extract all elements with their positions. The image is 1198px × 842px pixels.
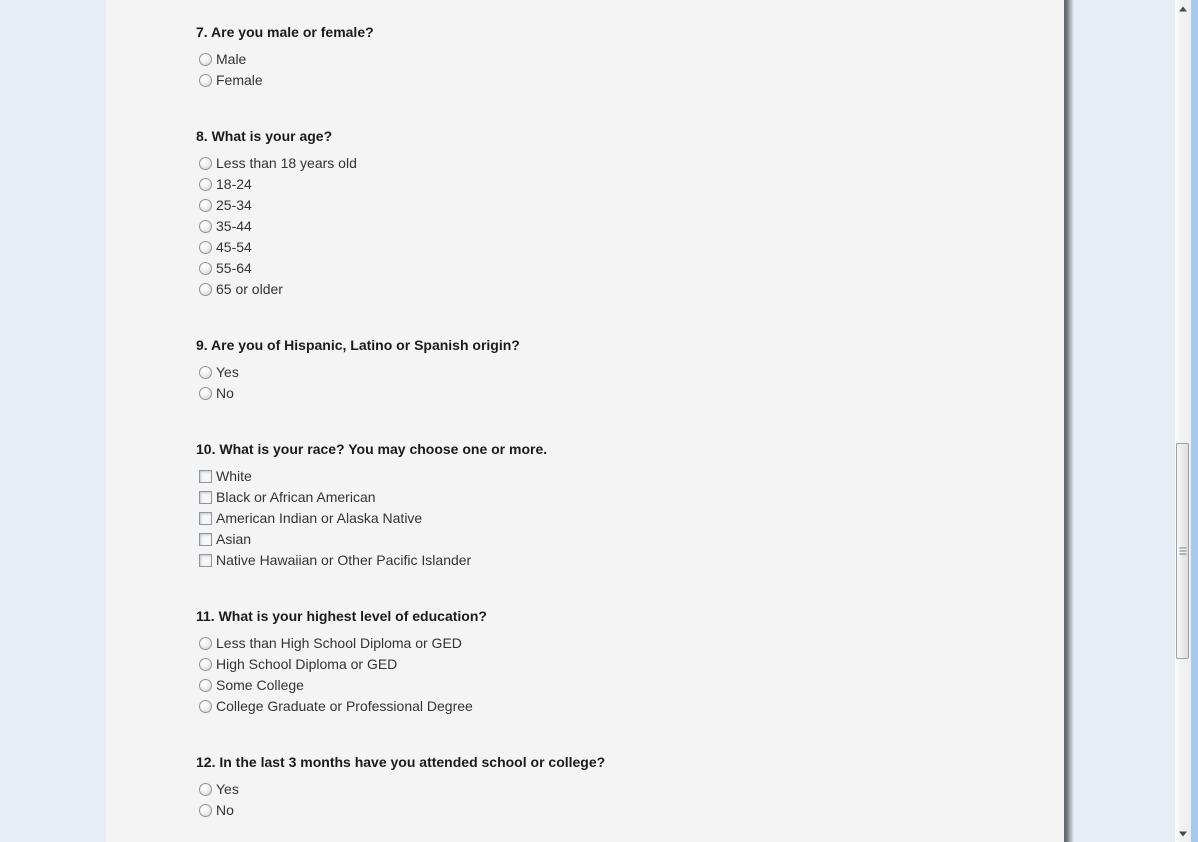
question-block-9	[196, 337, 1024, 404]
question-heading: 9. Are you of Hispanic, Latino or Spanish origin?	[196, 337, 520, 353]
vertical-scrollbar[interactable]	[1175, 0, 1191, 842]
option-row[interactable]	[199, 258, 1024, 279]
question-heading: 10. What is your race? You may choose one or more.	[196, 441, 548, 457]
option-label: 18-24	[216, 176, 252, 192]
question-block-11	[196, 608, 1024, 717]
scrollbar-grip-icon	[1179, 548, 1186, 555]
option-label: 25-34	[216, 197, 252, 213]
question-block-10	[196, 441, 1024, 571]
option-row[interactable]	[199, 633, 1024, 654]
option-label: High School Diploma or GED	[216, 656, 398, 672]
right-edge-strip	[1191, 0, 1198, 842]
question-heading: 12. In the last 3 months have you attended school or college?	[196, 754, 606, 770]
option-label: Less than 18 years old	[216, 155, 357, 171]
radio-button[interactable]	[199, 157, 212, 170]
option-row[interactable]	[199, 529, 1024, 550]
option-row[interactable]	[199, 237, 1024, 258]
option-label: 55-64	[216, 260, 252, 276]
option-row[interactable]	[199, 508, 1024, 529]
option-label: Black or African American	[216, 489, 376, 505]
option-row[interactable]	[199, 153, 1024, 174]
radio-button[interactable]	[199, 783, 212, 796]
radio-button[interactable]	[199, 53, 212, 66]
radio-button[interactable]	[199, 262, 212, 275]
option-row[interactable]	[199, 174, 1024, 195]
scrollbar-down-button[interactable]	[1175, 825, 1191, 842]
survey-content-panel	[106, 0, 1064, 842]
option-row[interactable]	[199, 49, 1024, 70]
question-block-8	[196, 128, 1024, 300]
scrollbar-up-button[interactable]	[1175, 0, 1191, 17]
option-label: 45-54	[216, 239, 252, 255]
radio-button[interactable]	[199, 241, 212, 254]
option-label: No	[216, 802, 234, 818]
option-label: Less than High School Diploma or GED	[216, 635, 462, 651]
option-row[interactable]	[199, 696, 1024, 717]
radio-button[interactable]	[199, 658, 212, 671]
checkbox[interactable]	[199, 491, 212, 504]
option-row[interactable]	[199, 487, 1024, 508]
radio-button[interactable]	[199, 679, 212, 692]
option-label: Asian	[216, 531, 252, 547]
radio-button[interactable]	[199, 199, 212, 212]
radio-button[interactable]	[199, 178, 212, 191]
option-row[interactable]	[199, 70, 1024, 91]
option-label: White	[216, 468, 252, 484]
option-row[interactable]	[199, 279, 1024, 300]
option-label: Native Hawaiian or Other Pacific Islander	[216, 552, 472, 568]
checkbox[interactable]	[199, 554, 212, 567]
option-label: Yes	[216, 364, 239, 380]
option-label: No	[216, 385, 234, 401]
option-row[interactable]	[199, 675, 1024, 696]
option-label: 35-44	[216, 218, 252, 234]
content-right-shadow	[1064, 0, 1074, 842]
radio-button[interactable]	[199, 220, 212, 233]
question-heading: 11. What is your highest level of education?	[196, 608, 487, 624]
checkbox[interactable]	[199, 470, 212, 483]
question-heading: 8. What is your age?	[196, 128, 333, 144]
radio-button[interactable]	[199, 283, 212, 296]
question-block-7	[196, 24, 1024, 91]
option-row[interactable]	[199, 195, 1024, 216]
scrollbar-thumb[interactable]	[1176, 443, 1189, 659]
checkbox[interactable]	[199, 512, 212, 525]
option-row[interactable]	[199, 216, 1024, 237]
radio-button[interactable]	[199, 804, 212, 817]
option-row[interactable]	[199, 362, 1024, 383]
option-row[interactable]	[199, 466, 1024, 487]
radio-button[interactable]	[199, 366, 212, 379]
scroll-up-icon	[1179, 6, 1187, 11]
option-label: 65 or older	[216, 281, 283, 297]
radio-button[interactable]	[199, 74, 212, 87]
question-block-12	[196, 754, 1024, 821]
option-label: Female	[216, 72, 263, 88]
option-row[interactable]	[199, 800, 1024, 821]
option-label: College Graduate or Professional Degree	[216, 698, 473, 714]
question-heading: 7. Are you male or female?	[196, 24, 374, 40]
option-label: Yes	[216, 781, 239, 797]
survey-form	[106, 0, 1064, 821]
scroll-down-icon	[1179, 831, 1187, 836]
radio-button[interactable]	[199, 637, 212, 650]
option-label: Some College	[216, 677, 304, 693]
radio-button[interactable]	[199, 387, 212, 400]
option-label: Male	[216, 51, 247, 67]
option-row[interactable]	[199, 779, 1024, 800]
option-row[interactable]	[199, 383, 1024, 404]
option-row[interactable]	[199, 550, 1024, 571]
option-row[interactable]	[199, 654, 1024, 675]
radio-button[interactable]	[199, 700, 212, 713]
option-label: American Indian or Alaska Native	[216, 510, 423, 526]
checkbox[interactable]	[199, 533, 212, 546]
